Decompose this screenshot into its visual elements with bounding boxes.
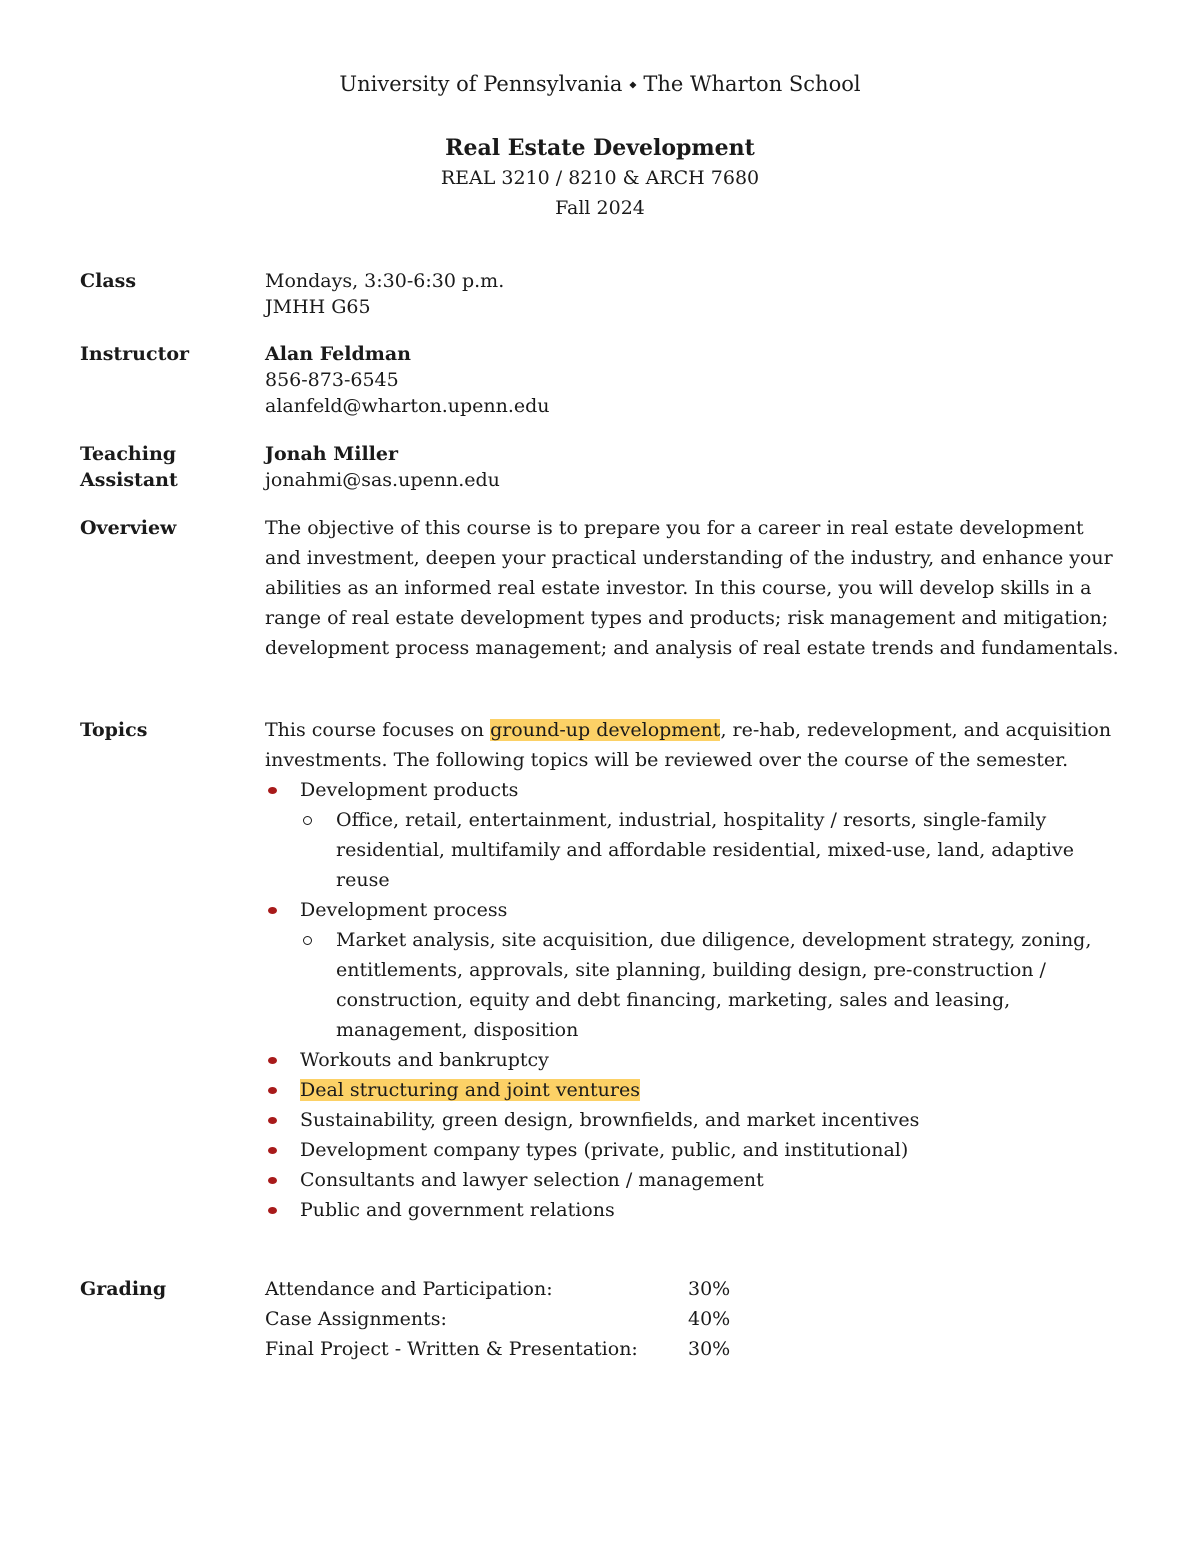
topics-list <box>265 775 1125 1225</box>
class-room: JMHH G65 <box>265 296 371 318</box>
topic-item: Consultants and lawyer selection / management <box>265 1165 1125 1195</box>
grading-component: Attendance and Participation: <box>265 1278 553 1300</box>
ta-email[interactable]: jonahmi@sas.upenn.edu <box>265 469 500 491</box>
grading-component: Case Assignments: <box>265 1308 447 1330</box>
course-title: Real Estate Development <box>445 135 755 161</box>
topic-item: Development company types (private, public, and institutional) <box>265 1135 1125 1165</box>
grading-table <box>265 1274 730 1364</box>
grading-weight: 30% <box>688 1278 731 1300</box>
grading-component: Final Project - Written & Presentation: <box>265 1338 638 1360</box>
grading-weight: 40% <box>688 1308 731 1330</box>
overview-text: The objective of this course is to prepare you for a career in real estate development and investment, deepen your practical understanding of the industry, and enhance your abilities as an informed real estate investor. In this course, you will develop skills in a range of real estate development types and products; risk management and mitigation; development process management; and analysis of real estate trends and fundamentals. <box>265 517 1119 659</box>
topic-sublist <box>300 925 1125 1045</box>
topic-item: Public and government relations <box>265 1195 1125 1225</box>
grading-section <box>265 1274 1125 1364</box>
topic-item <box>265 895 1125 1045</box>
grading-row <box>265 1334 730 1364</box>
ta-name: Jonah Miller <box>265 443 398 465</box>
topics-intro-start: This course focuses on <box>265 719 491 741</box>
overview-label: Overview <box>80 517 177 539</box>
instructor-label: Instructor <box>80 343 190 365</box>
instructor-email[interactable]: alanfeld@wharton.upenn.edu <box>265 395 550 417</box>
topic-item <box>265 1075 1125 1105</box>
grading-weight: 30% <box>688 1338 731 1360</box>
topic-sublist <box>300 805 1125 895</box>
topics-label: Topics <box>80 719 148 741</box>
topics-intro-highlight: ground-up development <box>490 719 721 741</box>
ta-info <box>265 441 1125 493</box>
class-schedule: Mondays, 3:30-6:30 p.m. <box>265 270 505 292</box>
instructor-info <box>265 341 1125 419</box>
topic-item: Sustainability, green design, brownfields, and market incentives <box>265 1105 1125 1135</box>
topic-subitem: Market analysis, site acquisition, due diligence, development strategy, zoning, entitlements, approvals, site planning, building design, pre-construction / construction, equity and debt financing, marketing, sales and leasing, management, disposition <box>300 925 1125 1045</box>
topic-subitem: Office, retail, entertainment, industrial, hospitality / resorts, single-family residential, multifamily and affordable residential, mixed-use, land, adaptive reuse <box>300 805 1125 895</box>
ta-label <box>80 441 178 493</box>
instructor-phone: 856-873-6545 <box>265 369 399 391</box>
grading-row <box>265 1304 730 1334</box>
topics-section <box>265 715 1125 1225</box>
course-term: Fall 2024 <box>555 197 645 219</box>
topic-item-text: Development products <box>300 779 519 801</box>
topic-item-highlight: Deal structuring and joint ventures <box>300 1079 640 1101</box>
grading-row <box>265 1274 730 1304</box>
topic-item: Workouts and bankruptcy <box>265 1045 1125 1075</box>
ta-label-line1: Teaching <box>80 443 177 465</box>
class-label: Class <box>80 270 137 292</box>
university-header: University of Pennsylvania ⬩ The Wharton School <box>339 72 861 96</box>
ta-label-line2: Assistant <box>80 469 178 491</box>
topic-item <box>265 775 1125 895</box>
topics-intro <box>265 715 1125 775</box>
topic-item-text: Development process <box>300 899 508 921</box>
class-info <box>265 268 1125 320</box>
course-code: REAL 3210 / 8210 & ARCH 7680 <box>440 167 760 189</box>
grading-label: Grading <box>80 1278 167 1300</box>
instructor-name: Alan Feldman <box>265 343 411 365</box>
topics-intro-end: , re-hab, redevelopment, and acquisition investments. The following topics will be reviewed over the course of the semester. <box>265 719 1112 771</box>
